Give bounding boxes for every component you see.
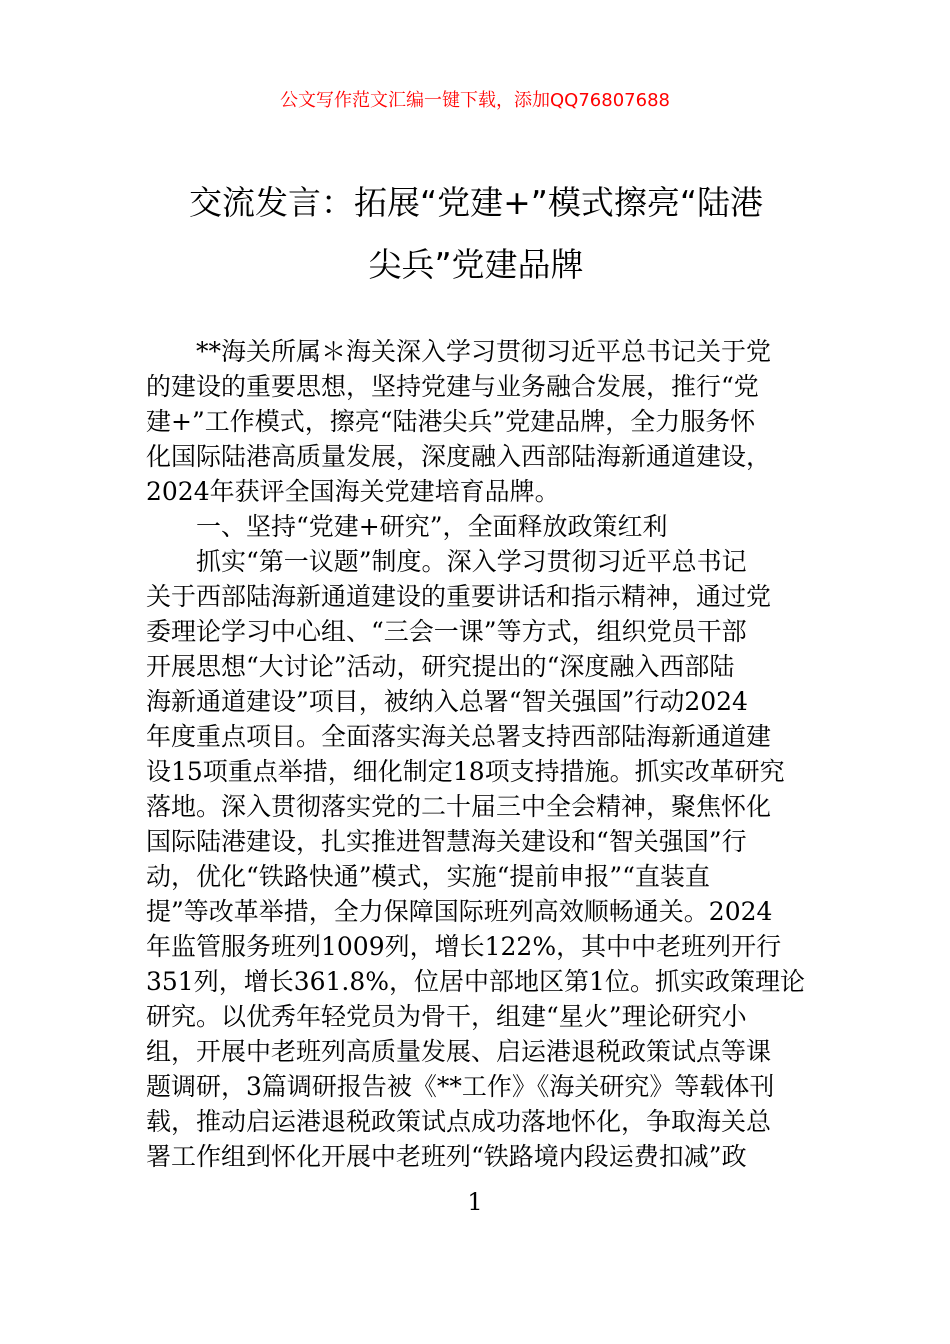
- body-line: 化国际陆港高质量发展，深度融入西部陆海新通道建设，: [146, 442, 772, 471]
- body-line: 研究。以优秀年轻党员为骨干，组建“星火”理论研究小: [146, 1002, 747, 1031]
- body-line: 的建设的重要思想，坚持党建与业务融合发展，推行“党: [146, 372, 759, 401]
- document-title: [146, 172, 806, 296]
- header-download-note: 公文写作范文汇编一键下载，添加QQ76807688: [280, 90, 670, 111]
- body-line: 委理论学习中心组、“三会一课”等方式，组织党员干部: [146, 617, 747, 646]
- title-line: 尖兵”党建品牌: [368, 245, 584, 284]
- body-line: 年度重点项目。全面落实海关总署支持西部陆海新通道建: [146, 722, 772, 751]
- body-line: 抓实“第一议题”制度。深入学习贯彻习近平总书记: [146, 547, 747, 576]
- body-line: 开展思想“大讨论”活动，研究提出的“深度融入西部陆: [146, 652, 735, 681]
- body-line: **海关所属＊海关深入学习贯彻习近平总书记关于党: [146, 337, 772, 366]
- body-line: 国际陆港建设，扎实推进智慧海关建设和“智关强国”行: [146, 827, 747, 856]
- body-line: 落地。深入贯彻落实党的二十届三中全会精神，聚焦怀化: [146, 792, 772, 821]
- body-line: 组，开展中老班列高质量发展、启运港退税政策试点等课: [146, 1037, 772, 1066]
- document-body: [146, 334, 810, 1174]
- body-line: 动，优化“铁路快通”模式，实施“提前申报”“直装直: [146, 862, 710, 891]
- body-line: 351列，增长361.8%，位居中部地区第1位。抓实政策理论: [146, 967, 805, 996]
- body-line: 2024年获评全国海关党建培育品牌。: [146, 477, 560, 506]
- body-line: 建+”工作模式，擦亮“陆港尖兵”党建品牌，全力服务怀: [146, 407, 756, 436]
- title-line: 交流发言：拓展“党建+”模式擦亮“陆港: [189, 183, 763, 222]
- body-line: 署工作组到怀化开展中老班列“铁路境内段运费扣减”政: [146, 1142, 747, 1171]
- body-line: 一、坚持“党建+研究”，全面释放政策红利: [146, 512, 668, 541]
- body-line: 设15项重点举措，细化制定18项支持措施。抓实改革研究: [146, 757, 785, 786]
- body-line: 载，推动启运港退税政策试点成功落地怀化，争取海关总: [146, 1107, 772, 1136]
- body-line: 题调研，3篇调研报告被《**工作》《海关研究》等载体刊: [146, 1072, 775, 1101]
- body-line: 提”等改革举措，全力保障国际班列高效顺畅通关。2024: [146, 897, 773, 926]
- body-line: 年监管服务班列1009列，增长122%，其中中老班列开行: [146, 932, 782, 961]
- page-number: 1: [467, 1188, 483, 1216]
- body-line: 海新通道建设”项目，被纳入总署“智关强国”行动2024: [146, 687, 748, 716]
- body-line: 关于西部陆海新通道建设的重要讲话和指示精神，通过党: [146, 582, 772, 611]
